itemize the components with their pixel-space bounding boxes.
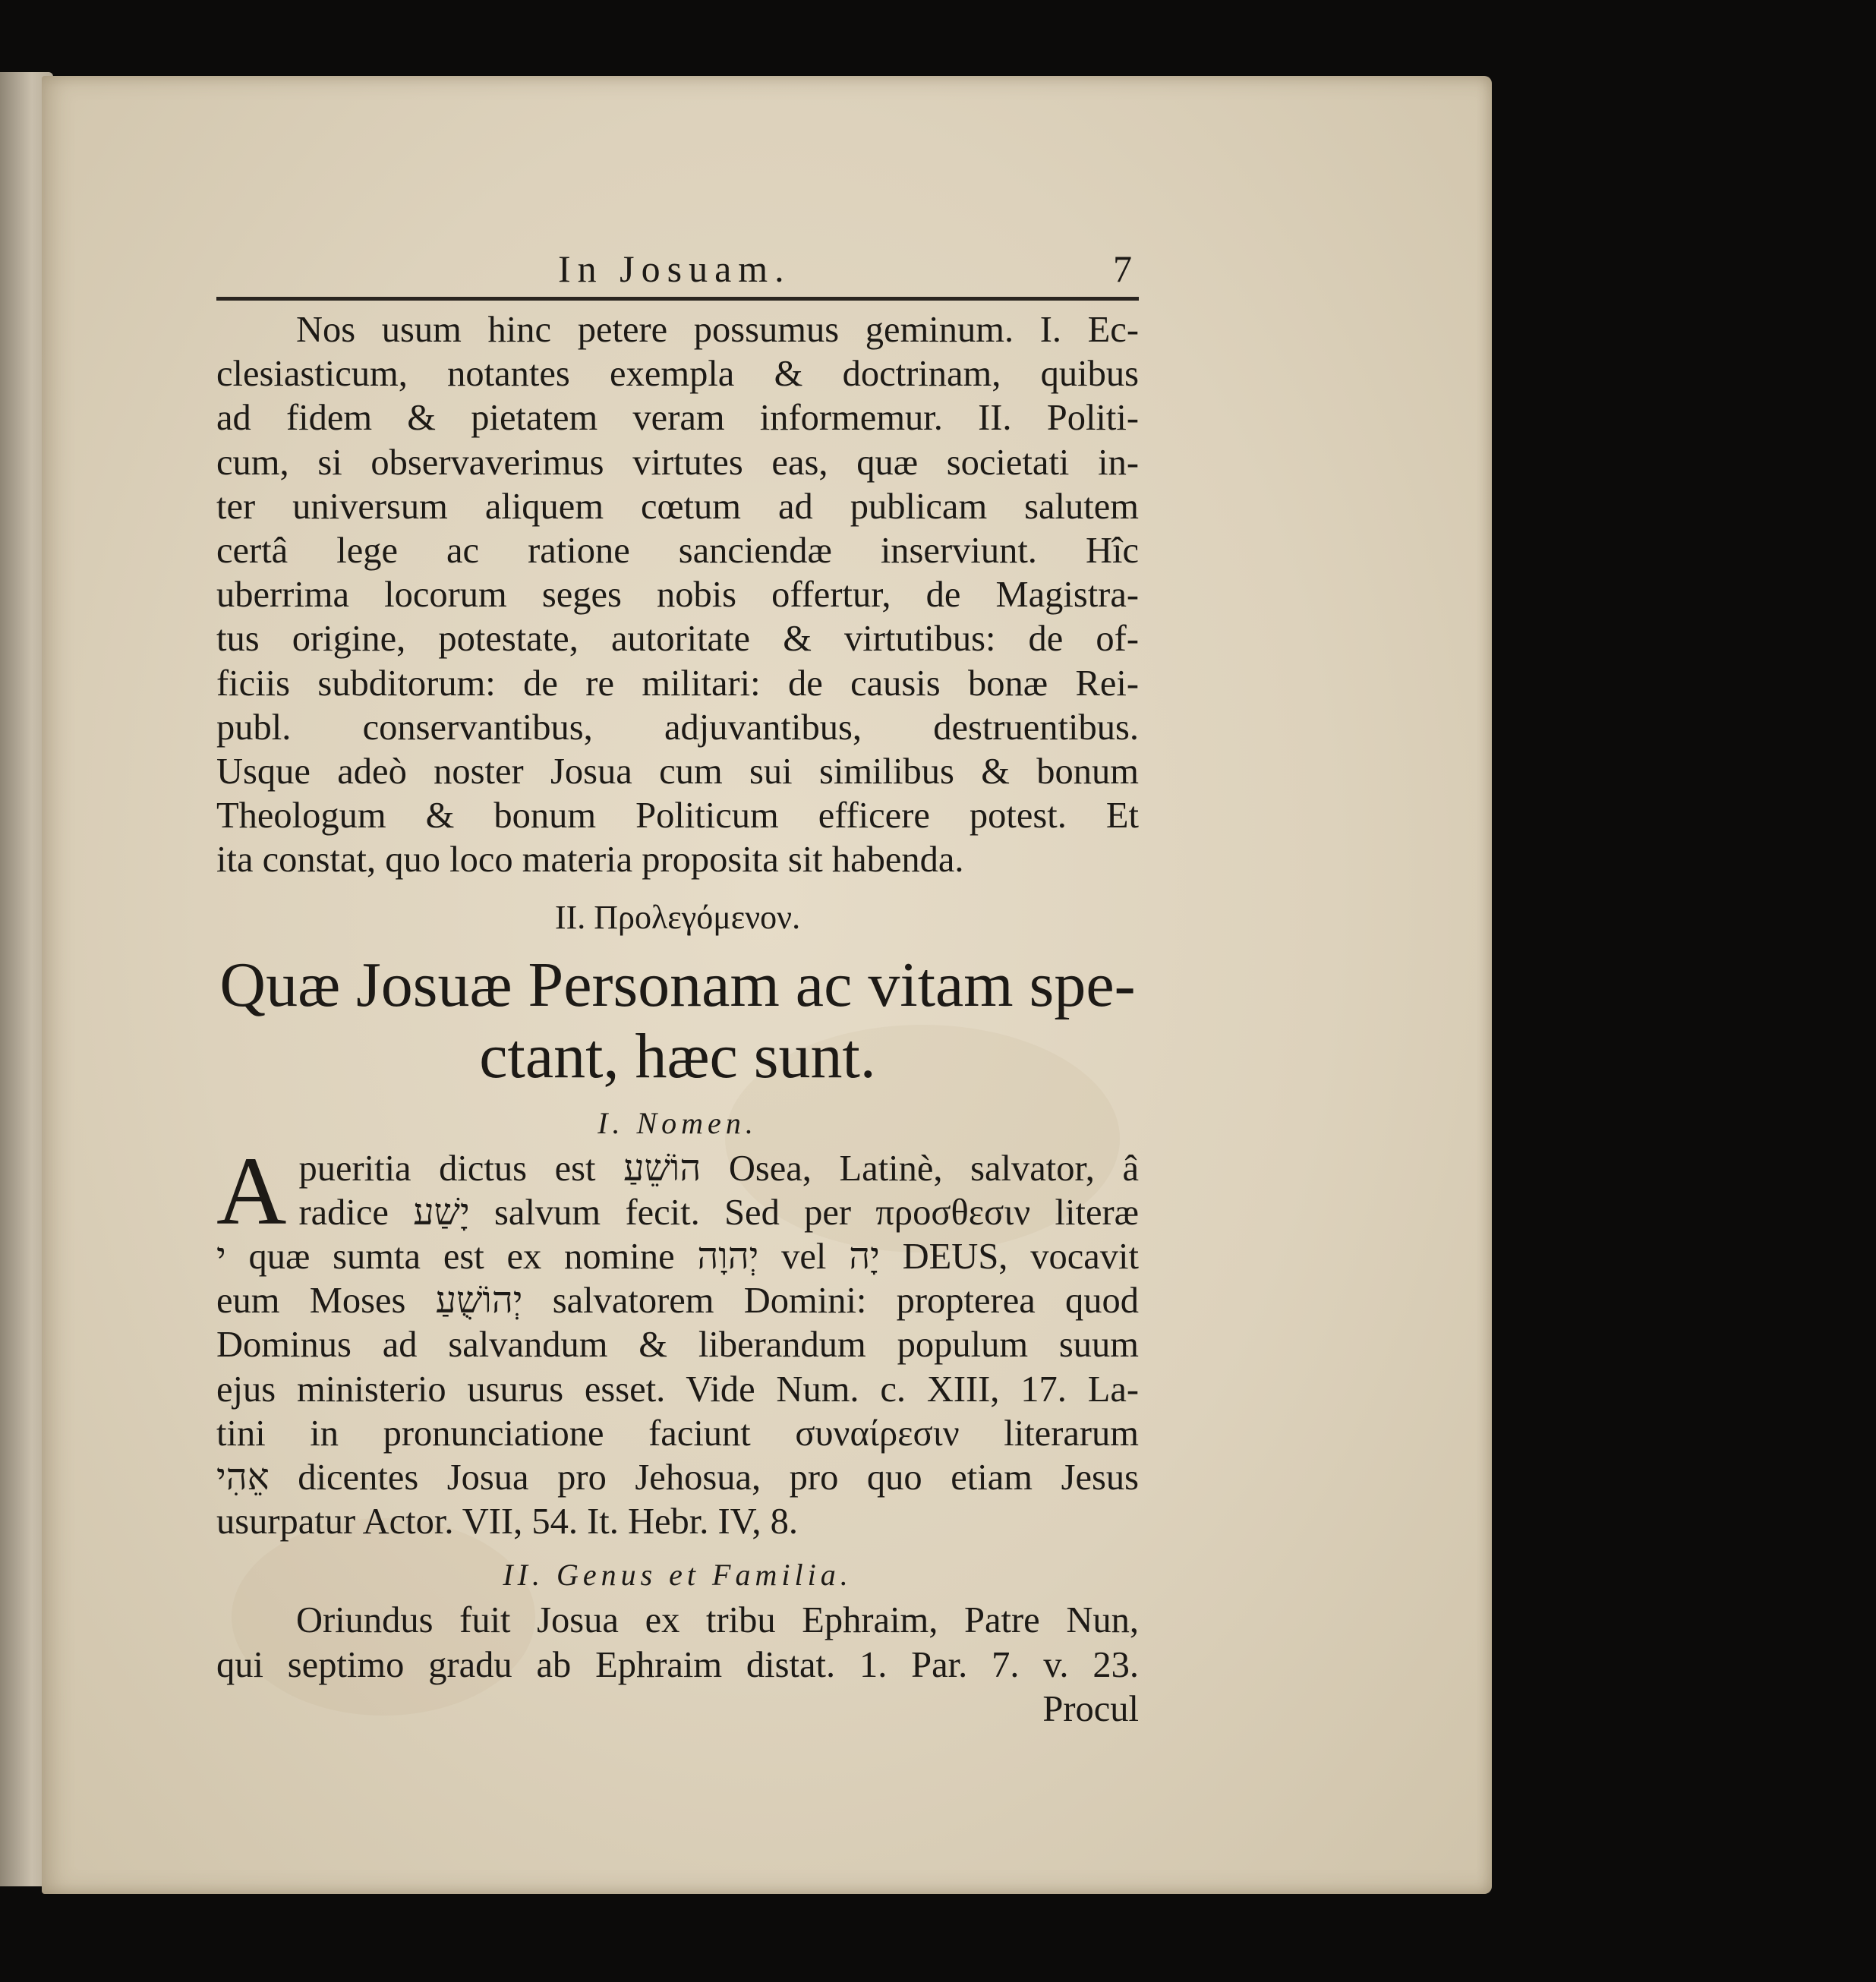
paragraph-genus [216,1599,1139,1687]
text-line: radice יָשַׁע salvum fecit. Sed per προσθεσιν literæ [298,1192,1139,1233]
section-title [216,950,1139,1092]
text-line: publ. conservantibus, adjuvantibus, destruentibus. [216,707,1139,748]
text-line: Usque adeò noster Josua cum sui similibus & bonum [216,752,1139,792]
text-line: Dominus ad salvandum & liberandum populum suum [216,1325,1139,1366]
nomen-heading: I. Nomen. [597,1105,758,1140]
head-rule [216,297,1139,301]
text-line: ficiis subditorum: de re militari: de causis bonæ Rei- [216,663,1139,704]
text-line: tus origine, potestate, autoritate & virtutibus: de of- [216,619,1139,660]
text-line: אֵהִי dicentes Josua pro Jehosua, pro quo etiam Jesus [216,1457,1139,1498]
text-block [216,247,1139,1731]
section-title-line: Quæ Josuæ Personam ac vitam spe- [219,949,1136,1020]
section-title-line: ctant, hæc sunt. [479,1020,876,1092]
running-head [216,247,1139,294]
paragraph-usus [216,308,1139,883]
text-line: certâ lege ac ratione sanciendæ inserviunt. Hîc [216,531,1139,572]
text-line: pueritia dictus est הוֹשֵׁעַ Osea, Latinè, salvator, â [298,1148,1139,1189]
catchword: Procul [1042,1688,1139,1729]
text-line: ad fidem & pietatem veram informemur. II. Politi- [216,398,1139,439]
text-line: usurpatur Actor. VII, 54. It. Hebr. IV, 8. [216,1501,799,1542]
text-line: qui septimo gradu ab Ephraim distat. 1. Par. 7. v. 23. [216,1644,1139,1685]
paragraph-nomen [216,1136,1139,1545]
text-line: י quæ sumta est ex nomine יְהוָה vel יָה DEUS, vocavit [216,1237,1139,1278]
text-line: Theologum & bonum Politicum efficere potest. Et [216,796,1139,837]
text-line: tini in pronunciatione faciunt συναίρεσιν literarum [216,1413,1139,1454]
text-line: ter universum aliquem cœtum ad publicam salutem [216,486,1139,527]
text-line: ejus ministerio usurus esset. Vide Num. c. XIII, 17. La- [216,1369,1139,1410]
prolegomenon-heading: II. Προλεγόμενον. [554,898,801,936]
genus-heading: II. Genus et Familia. [503,1558,853,1593]
text-line: eum Moses יְהוֹשֻׁעַ salvatorem Domini: propterea quod [216,1281,1139,1322]
text-line: Oriundus fuit Josua ex tribu Ephraim, Patre Nun, [296,1600,1139,1641]
running-head-title: In Josuam. [558,247,791,290]
page-number: 7 [1113,247,1139,290]
text-line: ita constat, quo loco materia proposita sit habenda. [216,840,964,881]
text-line: clesiasticum, notantes exempla & doctrinam, quibus [216,354,1139,395]
text-line: Nos usum hinc petere possumus geminum. I. Ec- [296,310,1139,350]
text-line: uberrima locorum seges nobis offertur, de Magistra- [216,575,1139,616]
text-line: cum, si observaverimus virtutes eas, quæ societati in- [216,442,1139,483]
drop-cap: A [216,1136,287,1245]
